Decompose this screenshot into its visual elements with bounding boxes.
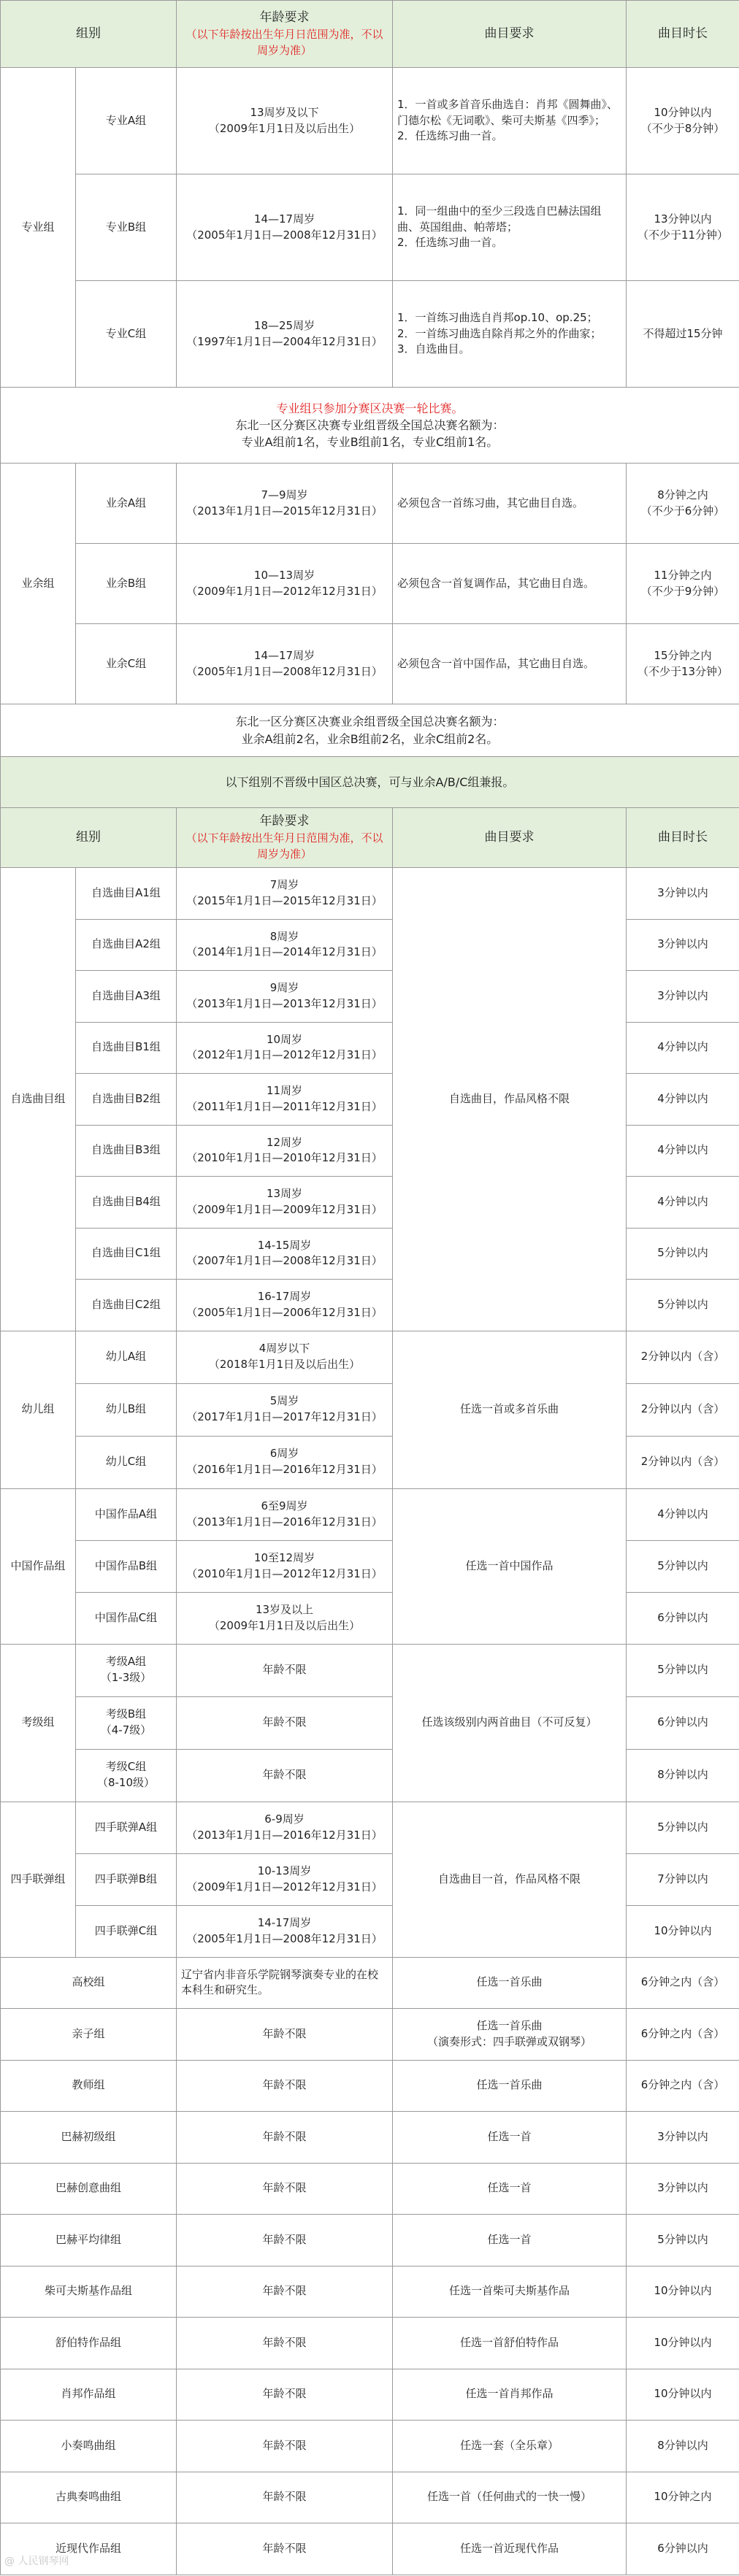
single-req: 任选一首舒伯特作品	[393, 2318, 627, 2369]
grade-age: 年龄不限	[177, 1749, 393, 1802]
group-amateur: 业余组	[1, 464, 76, 704]
free-age: 7周岁 （2015年1月1日—2015年12月31日）	[177, 868, 393, 920]
single-age: 年龄不限	[177, 2266, 393, 2318]
pro-req: 1．一首或多首音乐曲选自：肖邦《圆舞曲》、门德尔松《无词歌》、柴可夫斯基《四季》； 2．任选练习曲一首。	[393, 68, 627, 174]
pro-notice-line2: 东北一区分赛区决赛专业组晋级全国总决赛名额为：	[235, 418, 505, 432]
amateur-duration: 15分钟之内 （不少于13分钟）	[627, 624, 739, 704]
header-age-note: （以下年龄按出生年月日范围为准，不以周岁为准）	[185, 831, 383, 861]
grade-name: 考级A组 （1-3级）	[76, 1644, 177, 1696]
kids-duration: 2分钟以内（含）	[627, 1383, 739, 1436]
header-age-title: 年龄要求	[259, 814, 310, 829]
pro-name: 专业C组	[76, 281, 177, 388]
grade-req: 任选该级别内两首曲目（不可反复）	[393, 1644, 627, 1802]
chinese-req: 任选一首中国作品	[393, 1488, 627, 1644]
free-duration: 5分钟以内	[627, 1228, 739, 1280]
group-grade: 考级组	[1, 1644, 76, 1802]
amateur-duration: 8分钟之内 （不少于6分钟）	[627, 464, 739, 544]
single-name: 柴可夫斯基作品组	[1, 2266, 177, 2318]
single-req: 任选一套（全乐章）	[393, 2421, 627, 2472]
group-free: 自选曲目组	[1, 868, 76, 1331]
free-name: 自选曲目A1组	[76, 868, 177, 920]
header-age-note: （以下年龄按出生年月日范围为准，不以周岁为准）	[185, 28, 383, 57]
header-age-title: 年龄要求	[259, 10, 310, 26]
single-duration: 10分钟以内	[627, 2318, 739, 2369]
duet-name: 四手联弹A组	[76, 1802, 177, 1853]
header-duration: 曲目时长	[627, 808, 739, 868]
chinese-name: 中国作品A组	[76, 1488, 177, 1540]
pro-duration: 10分钟以内 （不少于8分钟）	[627, 68, 739, 174]
single-duration: 6分钟之内（含）	[627, 2060, 739, 2112]
single-req: 任选一首	[393, 2215, 627, 2267]
single-age: 年龄不限	[177, 2318, 393, 2369]
watermark: @ 人民钢琴网	[4, 2556, 69, 2567]
grade-name: 考级C组 （8-10级）	[76, 1749, 177, 1802]
free-name: 自选曲目B2组	[76, 1074, 177, 1126]
single-req: 任选一首柴可夫斯基作品	[393, 2266, 627, 2318]
free-age: 16-17周岁 （2005年1月1日—2006年12月31日）	[177, 1280, 393, 1331]
single-age: 年龄不限	[177, 2421, 393, 2472]
amateur-duration: 11分钟之内 （不少于9分钟）	[627, 544, 739, 624]
free-name: 自选曲目C2组	[76, 1280, 177, 1331]
header-repertoire: 曲目要求	[393, 808, 627, 868]
single-req: 任选一首近现代作品	[393, 2523, 627, 2575]
group-pro: 专业组	[1, 68, 76, 388]
grade-age: 年龄不限	[177, 1644, 393, 1696]
header-age	[177, 808, 393, 868]
free-duration: 4分钟以内	[627, 1125, 739, 1177]
single-age: 年龄不限	[177, 2215, 393, 2267]
amateur-name: 业余C组	[76, 624, 177, 704]
group-kids: 幼儿组	[1, 1331, 76, 1488]
single-req: 任选一首乐曲	[393, 1957, 627, 2009]
single-name: 古典奏鸣曲组	[1, 2472, 177, 2523]
free-age: 8周岁 （2014年1月1日—2014年12月31日）	[177, 919, 393, 971]
single-duration: 3分钟以内	[627, 2112, 739, 2164]
single-age: 年龄不限	[177, 2523, 393, 2575]
free-duration: 3分钟以内	[627, 971, 739, 1023]
free-name: 自选曲目B1组	[76, 1022, 177, 1074]
duet-age: 10-13周岁 （2009年1月1日—2012年12月31日）	[177, 1853, 393, 1905]
kids-name: 幼儿C组	[76, 1436, 177, 1488]
free-age: 10周岁 （2012年1月1日—2012年12月31日）	[177, 1022, 393, 1074]
pro-notice-line1: 专业组只参加分赛区决赛一轮比赛。	[276, 401, 464, 415]
chinese-duration: 4分钟以内	[627, 1488, 739, 1540]
grade-duration: 8分钟以内	[627, 1749, 739, 1802]
free-name: 自选曲目B4组	[76, 1177, 177, 1229]
amateur-name: 业余A组	[76, 464, 177, 544]
free-name: 自选曲目A2组	[76, 919, 177, 971]
pro-req: 1．一首练习曲选自肖邦op.10、op.25； 2．一首练习曲选自除肖邦之外的作曲家； 3．自选曲目。	[393, 281, 627, 388]
single-req: 任选一首乐曲 （演奏形式：四手联弹或双钢琴）	[393, 2009, 627, 2061]
single-duration: 6分钟之内（含）	[627, 1957, 739, 2009]
free-duration: 4分钟以内	[627, 1177, 739, 1229]
single-req: 任选一首	[393, 2112, 627, 2164]
single-req: 任选一首（任何曲式的一快一慢）	[393, 2472, 627, 2523]
kids-age: 4周岁以下 （2018年1月1日及以后出生）	[177, 1331, 393, 1383]
duet-age: 6-9周岁 （2013年1月1日—2016年12月31日）	[177, 1802, 393, 1853]
chinese-age: 6至9周岁 （2013年1月1日—2016年12月31日）	[177, 1488, 393, 1540]
free-name: 自选曲目B3组	[76, 1125, 177, 1177]
grade-duration: 5分钟以内	[627, 1644, 739, 1696]
amateur-req: 必须包含一首复调作品，其它曲目自选。	[393, 544, 627, 624]
chinese-name: 中国作品B组	[76, 1540, 177, 1592]
single-name: 近现代作品组	[1, 2523, 177, 2575]
single-name: 巴赫初级组	[1, 2112, 177, 2164]
chinese-age: 10至12周岁 （2010年1月1日—2012年12月31日）	[177, 1540, 393, 1592]
single-name: 高校组	[1, 1957, 177, 2009]
single-age: 年龄不限	[177, 2369, 393, 2421]
free-req: 自选曲目，作品风格不限	[393, 868, 627, 1331]
amateur-notice-line2: 业余A组前2名，业余B组前2名，业余C组前2名。	[241, 731, 499, 746]
free-age: 12周岁 （2010年1月1日—2010年12月31日）	[177, 1125, 393, 1177]
duet-req: 自选曲目一首，作品风格不限	[393, 1802, 627, 1957]
amateur-req: 必须包含一首中国作品，其它曲目自选。	[393, 624, 627, 704]
duet-duration: 5分钟以内	[627, 1802, 739, 1853]
single-name: 巴赫平均律组	[1, 2215, 177, 2267]
chinese-age: 13岁及以上 （2009年1月1日及以后出生）	[177, 1592, 393, 1644]
kids-name: 幼儿B组	[76, 1383, 177, 1436]
single-duration: 10分钟之内	[627, 2472, 739, 2523]
duet-duration: 10分钟以内	[627, 1905, 739, 1957]
free-name: 自选曲目A3组	[76, 971, 177, 1023]
free-duration: 4分钟以内	[627, 1022, 739, 1074]
header-duration: 曲目时长	[627, 1, 739, 68]
header-group: 组别	[1, 808, 177, 868]
kids-name: 幼儿A组	[76, 1331, 177, 1383]
single-req: 任选一首	[393, 2163, 627, 2215]
amateur-name: 业余B组	[76, 544, 177, 624]
pro-notice-line3: 专业A组前1名，专业B组前1名，专业C组前1名。	[241, 435, 499, 450]
grade-age: 年龄不限	[177, 1696, 393, 1749]
duet-age: 14-17周岁 （2005年1月1日—2008年12月31日）	[177, 1905, 393, 1957]
amateur-age: 10—13周岁 （2009年1月1日—2012年12月31日）	[177, 544, 393, 624]
single-name: 教师组	[1, 2060, 177, 2112]
header-repertoire: 曲目要求	[393, 1, 627, 68]
single-duration: 6分钟以内	[627, 2523, 739, 2575]
free-duration: 4分钟以内	[627, 1074, 739, 1126]
single-age: 年龄不限	[177, 2009, 393, 2061]
free-duration: 3分钟以内	[627, 919, 739, 971]
pro-age: 13周岁及以下 （2009年1月1日及以后出生）	[177, 68, 393, 174]
pro-notice	[1, 388, 739, 464]
duet-name: 四手联弹C组	[76, 1905, 177, 1957]
free-age: 9周岁 （2013年1月1日—2013年12月31日）	[177, 971, 393, 1023]
kids-req: 任选一首或多首乐曲	[393, 1331, 627, 1488]
pro-duration: 不得超过15分钟	[627, 281, 739, 388]
pro-duration: 13分钟以内 （不少于11分钟）	[627, 174, 739, 281]
single-age: 年龄不限	[177, 2060, 393, 2112]
kids-duration: 2分钟以内（含）	[627, 1331, 739, 1383]
single-name: 肖邦作品组	[1, 2369, 177, 2421]
single-age: 年龄不限	[177, 2112, 393, 2164]
single-name: 亲子组	[1, 2009, 177, 2061]
free-age: 11周岁 （2011年1月1日—2011年12月31日）	[177, 1074, 393, 1126]
header-age	[177, 1, 393, 68]
single-name: 巴赫创意曲组	[1, 2163, 177, 2215]
single-age: 年龄不限	[177, 2163, 393, 2215]
free-duration: 3分钟以内	[627, 868, 739, 920]
pro-name: 专业B组	[76, 174, 177, 281]
single-duration: 6分钟之内（含）	[627, 2009, 739, 2061]
grade-name: 考级B组 （4-7级）	[76, 1696, 177, 1749]
amateur-notice-line1: 东北一区分赛区决赛业余组晋级全国总决赛名额为：	[235, 715, 505, 729]
kids-age: 5周岁 （2017年1月1日—2017年12月31日）	[177, 1383, 393, 1436]
group-chinese: 中国作品组	[1, 1488, 76, 1644]
duet-name: 四手联弹B组	[76, 1853, 177, 1905]
amateur-req: 必须包含一首练习曲，其它曲目自选。	[393, 464, 627, 544]
single-name: 小奏鸣曲组	[1, 2421, 177, 2472]
free-name: 自选曲目C1组	[76, 1228, 177, 1280]
chinese-duration: 5分钟以内	[627, 1540, 739, 1592]
duet-duration: 7分钟以内	[627, 1853, 739, 1905]
single-name: 舒伯特作品组	[1, 2318, 177, 2369]
free-duration: 5分钟以内	[627, 1280, 739, 1331]
header-group: 组别	[1, 1, 177, 68]
single-duration: 3分钟以内	[627, 2163, 739, 2215]
single-age: 辽宁省内非音乐学院钢琴演奏专业的在校本科生和研究生。	[177, 1957, 393, 2009]
chinese-duration: 6分钟以内	[627, 1592, 739, 1644]
pro-age: 14—17周岁 （2005年1月1日—2008年12月31日）	[177, 174, 393, 281]
single-duration: 5分钟以内	[627, 2215, 739, 2267]
non-advancing-banner: 以下组别不晋级中国区总决赛，可与业余A/B/C组兼报。	[1, 757, 739, 808]
single-age: 年龄不限	[177, 2472, 393, 2523]
kids-age: 6周岁 （2016年1月1日—2016年12月31日）	[177, 1436, 393, 1488]
single-req: 任选一首乐曲	[393, 2060, 627, 2112]
chinese-name: 中国作品C组	[76, 1592, 177, 1644]
pro-name: 专业A组	[76, 68, 177, 174]
grade-duration: 6分钟以内	[627, 1696, 739, 1749]
single-duration: 10分钟以内	[627, 2369, 739, 2421]
pro-req: 1．同一组曲中的至少三段选自巴赫法国组曲、英国组曲、帕蒂塔； 2．任选练习曲一首。	[393, 174, 627, 281]
single-duration: 8分钟以内	[627, 2421, 739, 2472]
free-age: 13周岁 （2009年1月1日—2009年12月31日）	[177, 1177, 393, 1229]
single-req: 任选一首肖邦作品	[393, 2369, 627, 2421]
single-duration: 10分钟以内	[627, 2266, 739, 2318]
amateur-age: 7—9周岁 （2013年1月1日—2015年12月31日）	[177, 464, 393, 544]
amateur-notice	[1, 704, 739, 757]
amateur-age: 14—17周岁 （2005年1月1日—2008年12月31日）	[177, 624, 393, 704]
free-age: 14-15周岁 （2007年1月1日—2008年12月31日）	[177, 1228, 393, 1280]
pro-age: 18—25周岁 （1997年1月1日—2004年12月31日）	[177, 281, 393, 388]
kids-duration: 2分钟以内（含）	[627, 1436, 739, 1488]
group-duet: 四手联弹组	[1, 1802, 76, 1957]
